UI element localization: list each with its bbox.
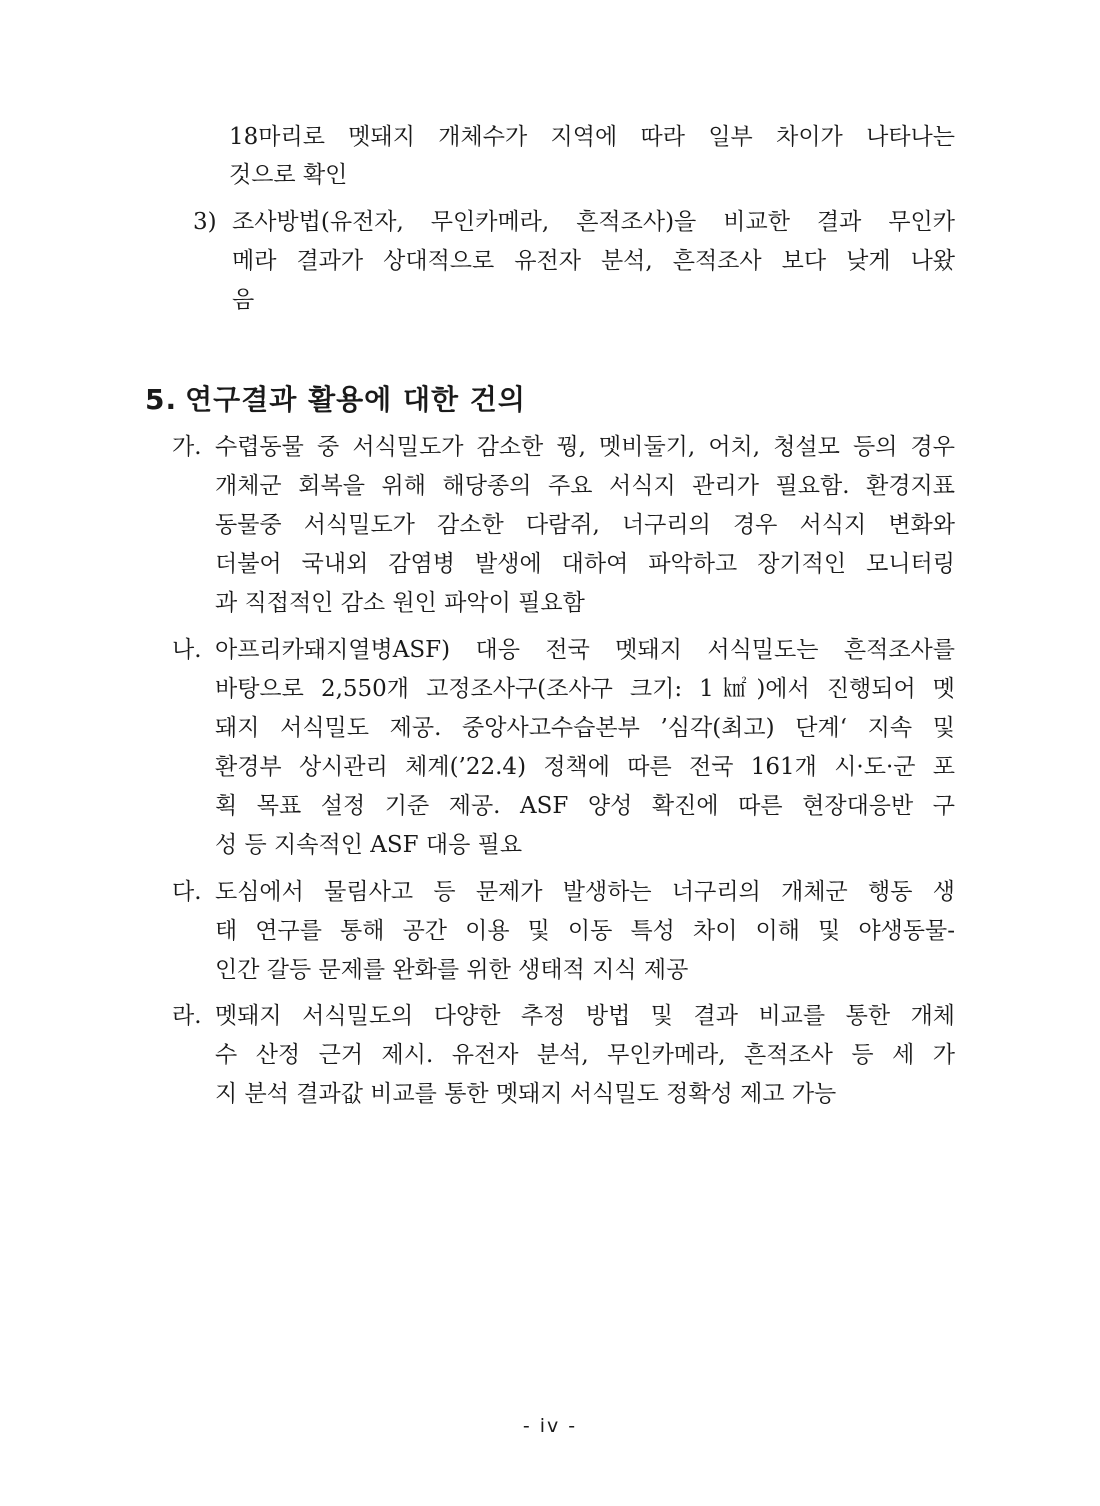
paragraph-line: 18마리로 멧돼지 개체수가 지역에 따라 일부 차이가 나타나는 bbox=[229, 124, 955, 150]
section-number: 5. bbox=[145, 383, 178, 416]
paragraph-line: 아프리카돼지열병ASF) 대응 전국 멧돼지 서식밀도는 흔적조사를 bbox=[215, 637, 955, 663]
section-heading bbox=[145, 380, 526, 420]
paragraph-line: 돼지 서식밀도 제공. 중앙사고수습본부 ’심각(최고) 단계‘ 지속 및 bbox=[215, 715, 955, 741]
paragraph-line: 인간 갈등 문제를 완화를 위한 생태적 지식 제공 bbox=[215, 957, 689, 983]
paragraph-line: 멧돼지 서식밀도의 다양한 추정 방법 및 결과 비교를 통한 개체 bbox=[215, 1003, 955, 1029]
paragraph-line: 도심에서 물림사고 등 문제가 발생하는 너구리의 개체군 행동 생 bbox=[215, 879, 955, 905]
paragraph-line: 동물중 서식밀도가 감소한 다람쥐, 너구리의 경우 서식지 변화와 bbox=[215, 512, 955, 538]
list-marker: 가. bbox=[172, 434, 202, 460]
paragraph-line: 음 bbox=[232, 287, 255, 313]
page-number: - iv - bbox=[522, 1415, 578, 1437]
paragraph-line: 지 분석 결과값 비교를 통한 멧돼지 서식밀도 정확성 제고 가능 bbox=[215, 1081, 837, 1107]
list-marker: 라. bbox=[172, 1003, 202, 1029]
paragraph-line: 개체군 회복을 위해 해당종의 주요 서식지 관리가 필요함. 환경지표 bbox=[215, 473, 955, 499]
paragraph-line: 조사방법(유전자, 무인카메라, 흔적조사)을 비교한 결과 무인카 bbox=[232, 209, 955, 235]
paragraph-line: 메라 결과가 상대적으로 유전자 분석, 흔적조사 보다 낮게 나왔 bbox=[232, 248, 955, 274]
paragraph-line: 태 연구를 통해 공간 이용 및 이동 특성 차이 이해 및 야생동물- bbox=[215, 918, 955, 944]
paragraph-line: 획 목표 설정 기준 제공. ASF 양성 확진에 따른 현장대응반 구 bbox=[215, 793, 955, 819]
paragraph-line: 더불어 국내외 감염병 발생에 대하여 파악하고 장기적인 모니터링 bbox=[215, 551, 955, 577]
paragraph-line: 것으로 확인 bbox=[229, 162, 348, 188]
paragraph-line: 수 산정 근거 제시. 유전자 분석, 무인카메라, 흔적조사 등 세 가 bbox=[215, 1042, 955, 1068]
paragraph-line: 과 직접적인 감소 원인 파악이 필요함 bbox=[215, 590, 585, 616]
paragraph-line: 수렵동물 중 서식밀도가 감소한 꿩, 멧비둘기, 어치, 청설모 등의 경우 bbox=[215, 434, 955, 460]
paragraph-line: 환경부 상시관리 체계(’22.4) 정책에 따른 전국 161개 시·도·군 포 bbox=[215, 754, 955, 780]
list-marker: 3) bbox=[193, 209, 217, 235]
paragraph-line: 성 등 지속적인 ASF 대응 필요 bbox=[215, 832, 523, 858]
paragraph-line: 바탕으로 2,550개 고정조사구(조사구 크기: 1㎢)에서 진행되어 멧 bbox=[215, 676, 955, 702]
section-title: 연구결과 활용에 대한 건의 bbox=[185, 383, 526, 416]
list-marker: 나. bbox=[172, 637, 202, 663]
list-marker: 다. bbox=[172, 879, 202, 905]
